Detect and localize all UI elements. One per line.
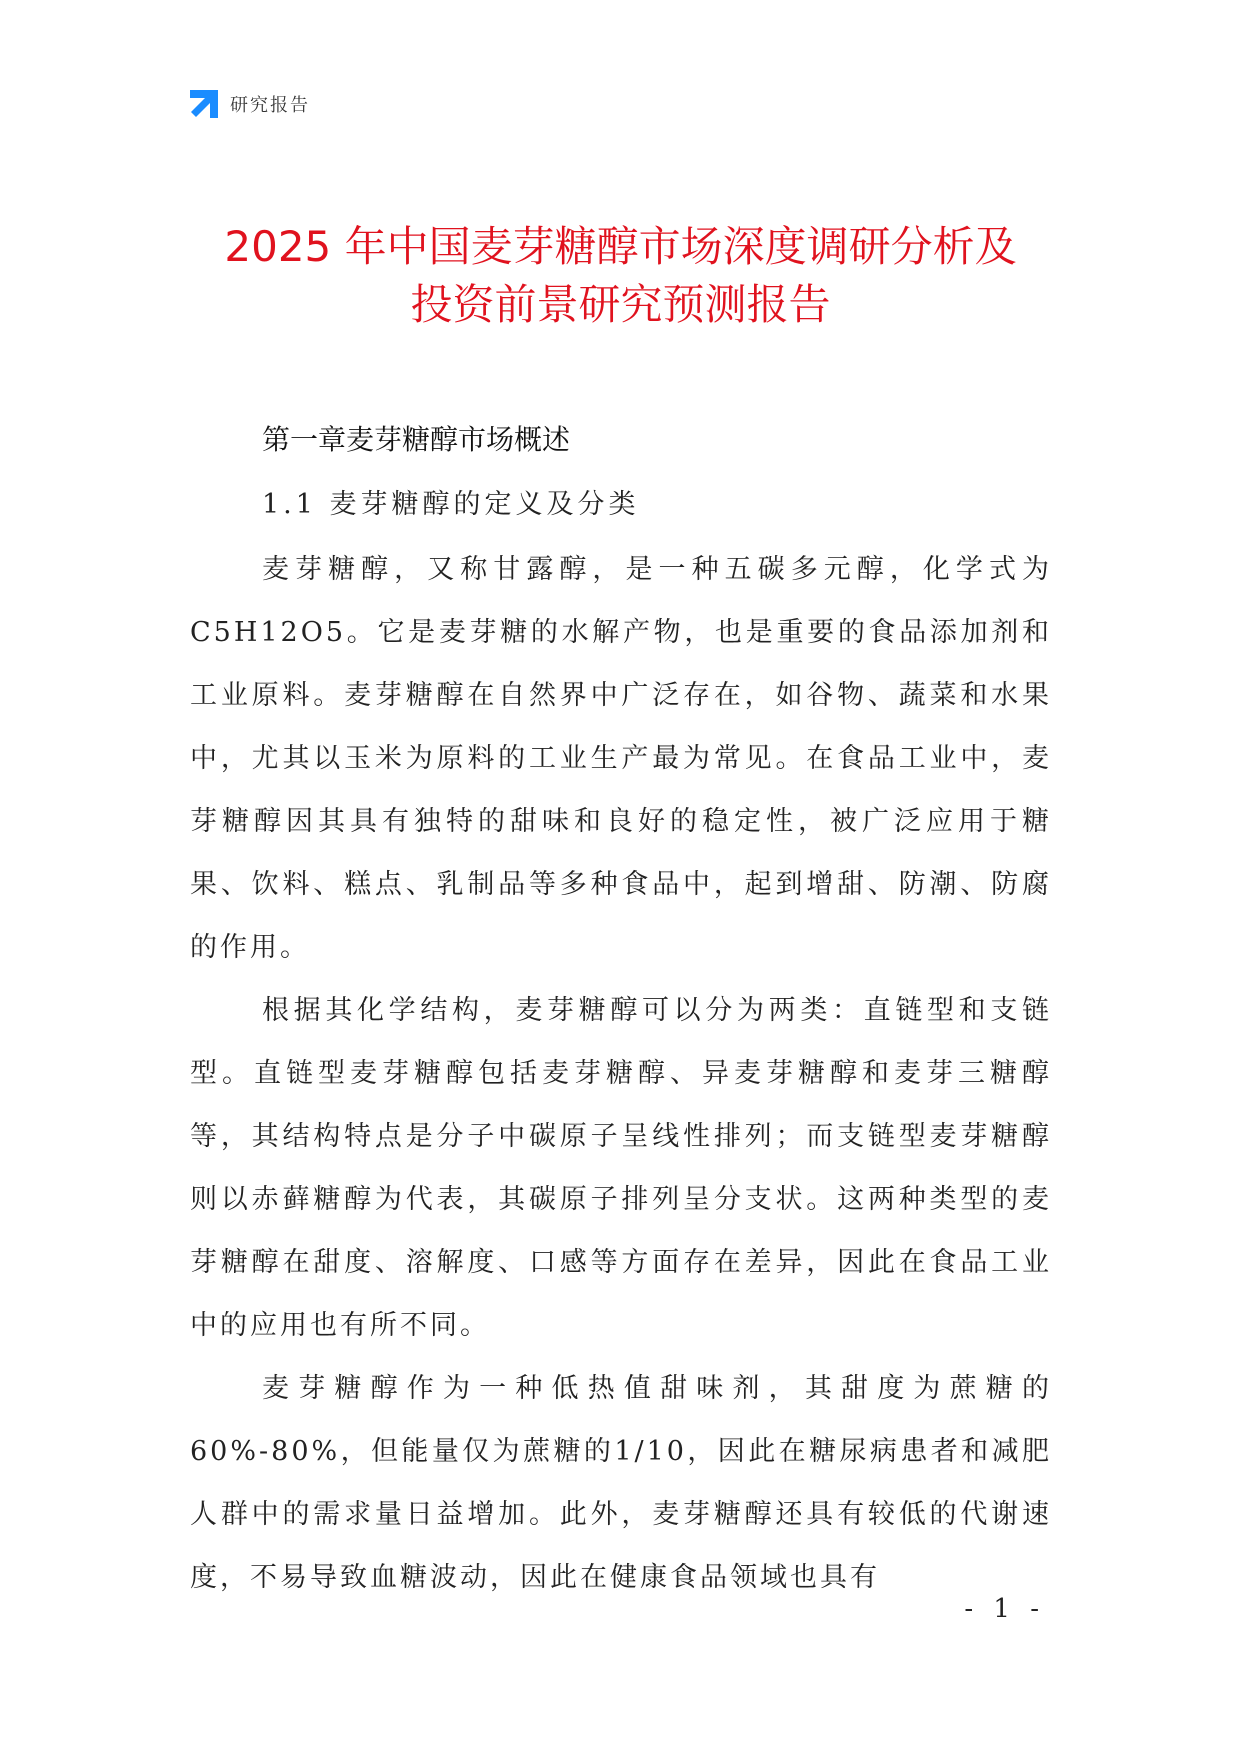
arrow-up-right-logo-icon <box>188 88 220 120</box>
report-title-line-2: 投资前景研究预测报告 <box>410 280 831 329</box>
report-header <box>188 88 310 120</box>
page-number: - 1 - <box>964 1594 1045 1624</box>
section-heading: 1.1 麦芽糖醇的定义及分类 <box>262 489 640 520</box>
header-label: 研究报告 <box>230 95 310 116</box>
paragraph: 根据其化学结构，麦芽糖醇可以分为两类：直链型和支链型。直链型麦芽糖醇包括麦芽糖醇、异麦芽糖醇和麦芽三糖醇等，其结构特点是分子中碳原子呈线性排列；而支链型麦芽糖醇则以赤藓糖醇为代表，其碳原子排列呈分支状。这两种类型的麦芽糖醇在甜度、溶解度、口感等方面存在差异，因此在食品工业中的应用也有所不同。 <box>190 995 1052 1341</box>
report-title-line-1: 2025 年中国麦芽糖醇市场深度调研分析及 <box>224 222 1017 271</box>
body-text <box>190 538 1052 1609</box>
chapter-heading: 第一章麦芽糖醇市场概述 <box>262 423 571 456</box>
paragraph: 麦芽糖醇，又称甘露醇，是一种五碳多元醇，化学式为C5H12O5。它是麦芽糖的水解产物，也是重要的食品添加剂和工业原料。麦芽糖醇在自然界中广泛存在，如谷物、蔬菜和水果中，尤其以玉米为原料的工业生产最为常见。在食品工业中，麦芽糖醇因其具有独特的甜味和良好的稳定性，被广泛应用于糖果、饮料、糕点、乳制品等多种食品中，起到增甜、防潮、防腐的作用。 <box>190 554 1052 963</box>
paragraph: 麦芽糖醇作为一种低热值甜味剂，其甜度为蔗糖的60%-80%，但能量仅为蔗糖的1/10，因此在糖尿病患者和减肥人群中的需求量日益增加。此外，麦芽糖醇还具有较低的代谢速度，不易导致血糖波动，因此在健康食品领域也具有 <box>190 1373 1052 1593</box>
report-title <box>150 218 1091 334</box>
